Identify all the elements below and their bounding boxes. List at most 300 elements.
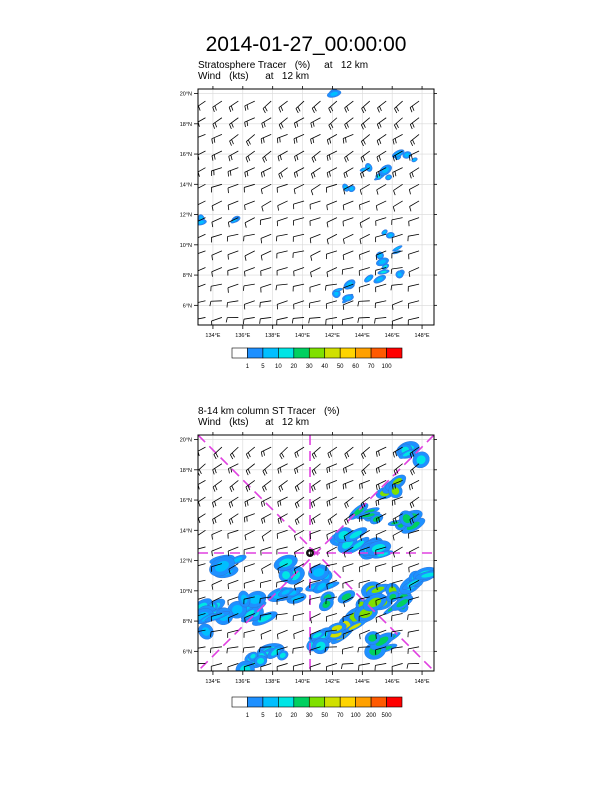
wind-barb-feather: [226, 318, 227, 323]
wind-barb: [310, 663, 320, 667]
wind-barb: [244, 284, 255, 286]
colorbar-box: [232, 697, 247, 707]
colorbar-box: [309, 697, 324, 707]
wind-barb: [261, 284, 271, 287]
wind-barb-feather: [376, 485, 377, 490]
wind-barb: [212, 218, 222, 223]
wind-barb: [278, 151, 288, 156]
wind-barb: [326, 284, 337, 285]
wind-barb: [392, 564, 402, 567]
wind-barb: [359, 268, 370, 271]
wind-barb: [410, 168, 419, 174]
wind-barb-feather: [327, 173, 328, 178]
wind-barb-feather: [229, 107, 231, 112]
wind-barb-feather: [260, 319, 261, 324]
wind-barb: [246, 134, 254, 141]
wind-barb: [410, 118, 419, 125]
wind-barb-feather: [297, 485, 299, 490]
wind-barb-feather: [295, 504, 297, 509]
wind-barb: [408, 647, 419, 649]
wind-barb-feather: [343, 484, 344, 489]
wind-barb-feather: [376, 469, 377, 474]
wind-barb-feather: [294, 634, 295, 639]
wind-barb-feather: [245, 223, 246, 228]
wind-barb: [261, 268, 271, 271]
wind-barb: [360, 234, 370, 239]
colorbar-box: [387, 697, 402, 707]
wind-barb: [244, 514, 254, 518]
wind-barb-feather: [311, 487, 313, 492]
wind-barb-feather: [377, 190, 378, 195]
wind-barb-feather: [231, 518, 233, 523]
colorbar-box: [340, 697, 355, 707]
wind-barb-feather: [360, 173, 362, 178]
colorbar-box: [309, 348, 324, 358]
wind-barb: [326, 301, 337, 304]
wind-barb: [212, 547, 222, 551]
wind-barb-feather: [230, 141, 232, 146]
colorbar-label: 20: [290, 364, 298, 370]
wind-barb: [376, 284, 387, 287]
wind-barb: [342, 663, 353, 664]
wind-barb: [343, 134, 353, 138]
wind-barb: [228, 234, 239, 236]
wind-barb-feather: [375, 319, 376, 324]
wind-barb-feather: [214, 455, 216, 459]
colorbar-box: [387, 348, 402, 358]
x-tick-label: 142°E: [324, 333, 340, 339]
wind-barb-feather: [229, 503, 231, 508]
wind-barb: [409, 564, 419, 568]
wind-barb-feather: [230, 487, 232, 492]
wind-barb: [312, 151, 321, 158]
wind-barb: [327, 464, 337, 468]
wind-barb-feather: [277, 634, 278, 639]
wind-barb-feather: [260, 598, 261, 603]
colorbar-label: 30: [305, 713, 313, 719]
wind-barb: [212, 514, 221, 520]
wind-barb: [212, 201, 222, 206]
panel2-subtitle-wind: Wind (kts) at 12 km: [198, 417, 310, 428]
wind-barb: [408, 284, 419, 286]
wind-barb: [228, 284, 238, 288]
wind-barb: [310, 201, 320, 204]
wind-barb-feather: [379, 467, 380, 472]
wind-barb: [375, 663, 386, 665]
wind-barb-feather: [247, 105, 248, 110]
wind-barb: [229, 151, 239, 156]
wind-barb-feather: [379, 451, 380, 456]
wind-barb-feather: [360, 190, 361, 195]
wind-barb: [394, 101, 402, 108]
wind-barb-feather: [264, 122, 265, 127]
x-tick-label: 144°E: [354, 333, 370, 339]
wind-barb-feather: [329, 467, 330, 472]
wind-barb: [408, 614, 419, 615]
wind-barb-feather: [298, 107, 300, 111]
colorbar-label: 1: [245, 364, 250, 370]
colorbar-box: [247, 348, 262, 358]
wind-barb-feather: [311, 618, 312, 623]
wind-barb-feather: [294, 536, 295, 541]
wind-barb: [343, 268, 354, 270]
colorbar-label: 30: [305, 364, 313, 370]
wind-barb-feather: [359, 255, 360, 260]
wind-barb-feather: [363, 156, 365, 161]
wind-barb-feather: [393, 207, 394, 212]
wind-barb: [277, 251, 288, 253]
wind-barb-feather: [297, 468, 298, 473]
wind-barb-feather: [280, 137, 281, 142]
wind-barb: [361, 447, 369, 454]
wind-barb-feather: [264, 501, 265, 506]
wind-barb: [311, 268, 321, 273]
wind-barb-feather: [262, 487, 264, 492]
wind-barb-feather: [360, 634, 361, 639]
wind-barb: [196, 184, 206, 189]
wind-barb: [195, 647, 206, 649]
wind-barb: [392, 301, 402, 305]
wind-barb: [261, 514, 271, 519]
wind-barb-feather: [265, 107, 267, 111]
wind-barb-feather: [264, 486, 266, 491]
wind-barb-feather: [212, 255, 213, 260]
wind-barb: [409, 480, 419, 485]
wind-barb: [360, 218, 370, 223]
colorbar-box: [278, 348, 293, 358]
wind-barb-feather: [215, 468, 217, 473]
colorbar-box: [247, 697, 262, 707]
wind-barb-feather: [264, 171, 265, 176]
wind-barb-feather: [312, 471, 314, 476]
wind-barb: [245, 118, 255, 122]
wind-barb: [326, 663, 337, 666]
wind-barb-feather: [358, 318, 359, 323]
wind-barb-feather: [296, 138, 297, 143]
wind-barb-feather: [248, 156, 250, 161]
wind-barb: [213, 101, 222, 107]
wind-barb: [343, 647, 354, 649]
wind-barb-feather: [261, 172, 262, 177]
wind-barb-feather: [247, 171, 248, 176]
wind-barb-feather: [263, 158, 265, 163]
x-tick-label: 134°E: [205, 333, 221, 339]
wind-barb: [260, 218, 271, 220]
wind-barb-feather: [246, 158, 248, 163]
wind-barb-feather: [195, 239, 196, 244]
wind-barb-feather: [379, 123, 381, 128]
wind-barb-feather: [379, 156, 381, 161]
colorbar-label: 10: [275, 713, 282, 719]
wind-barb: [277, 218, 287, 222]
wind-barb: [327, 547, 337, 552]
wind-barb: [261, 497, 271, 502]
wind-barb-feather: [210, 648, 211, 653]
wind-barb-feather: [409, 189, 410, 194]
wind-barb-feather: [278, 206, 279, 211]
wind-barb-feather: [362, 471, 364, 475]
wind-barb: [228, 268, 239, 271]
x-tick-label: 134°E: [205, 679, 221, 685]
y-tick-label: 8°N: [182, 619, 192, 626]
wind-barb-feather: [246, 471, 248, 476]
colorbar-box: [356, 348, 371, 358]
wind-barb-feather: [277, 138, 278, 143]
wind-barb: [212, 151, 222, 156]
wind-barb-feather: [345, 454, 347, 459]
wind-barb-feather: [244, 271, 245, 276]
wind-barb: [343, 234, 353, 239]
wind-barb-feather: [409, 485, 410, 490]
wind-barb-feather: [280, 155, 281, 160]
wind-barb-feather: [395, 171, 396, 176]
wind-barb-feather: [376, 618, 377, 623]
wind-barb: [195, 547, 206, 550]
wind-barb-feather: [278, 502, 279, 507]
wind-barb-feather: [295, 520, 297, 525]
wind-barb-feather: [292, 318, 293, 323]
wind-barb: [377, 184, 387, 190]
x-tick-label: 142°E: [324, 679, 340, 685]
wind-barb: [394, 184, 403, 190]
wind-barb: [376, 464, 386, 469]
wind-barb: [344, 168, 353, 174]
wind-barb: [310, 301, 321, 303]
wind-barb-feather: [328, 520, 330, 525]
wind-barb-feather: [264, 518, 265, 523]
wind-barb: [229, 118, 238, 125]
wind-barb: [310, 234, 320, 238]
wind-barb: [326, 614, 337, 617]
wind-barb-feather: [196, 173, 197, 178]
wind-barb-feather: [246, 454, 248, 459]
wind-barb: [228, 530, 238, 533]
wind-barb-feather: [377, 157, 379, 162]
wind-barb-feather: [280, 468, 281, 473]
wind-barb: [359, 663, 370, 665]
wind-barb: [213, 118, 222, 124]
wind-barb-feather: [410, 207, 411, 212]
wind-barb: [244, 647, 255, 648]
wind-barb: [195, 268, 205, 272]
wind-barb-feather: [313, 172, 315, 177]
wind-barb: [411, 134, 420, 141]
wind-barb-feather: [212, 551, 213, 556]
wind-barb-feather: [261, 256, 262, 261]
wind-barb-feather: [228, 584, 229, 589]
colorbar-box: [325, 697, 340, 707]
wind-barb: [377, 118, 386, 124]
y-tick-label: 8°N: [182, 273, 192, 280]
y-tick-label: 20°N: [179, 437, 192, 444]
wind-barb-feather: [313, 138, 314, 143]
wind-barb: [327, 218, 337, 223]
wind-barb-feather: [195, 138, 196, 143]
wind-barb-feather: [228, 205, 229, 210]
wind-barb-feather: [213, 487, 215, 492]
wind-barb-feather: [343, 468, 344, 473]
wind-barb: [310, 317, 321, 318]
y-tick-label: 10°N: [179, 242, 192, 249]
wind-barb: [228, 547, 238, 551]
wind-barb-feather: [196, 206, 197, 211]
wind-barb: [359, 564, 369, 568]
wind-barb: [343, 201, 353, 205]
wind-barb: [195, 284, 205, 288]
x-tick-label: 136°E: [235, 679, 251, 685]
wind-barb-feather: [265, 156, 267, 161]
y-tick-label: 6°N: [182, 303, 192, 310]
wind-barb-feather: [279, 487, 281, 492]
wind-barb: [327, 497, 337, 502]
wind-barb: [311, 134, 321, 139]
wind-barb-feather: [344, 173, 345, 178]
wind-barb: [230, 134, 239, 141]
wind-barb-feather: [215, 485, 217, 490]
wind-barb-feather: [362, 108, 364, 112]
panel-1: [180, 86, 437, 370]
colorbar-label: 5: [261, 713, 265, 719]
wind-barb-feather: [412, 106, 414, 111]
wind-barb: [228, 168, 238, 172]
wind-barb: [343, 580, 354, 583]
wind-barb-feather: [245, 172, 246, 177]
wind-barb: [244, 301, 254, 305]
wind-barb: [359, 301, 370, 302]
wind-barb: [261, 251, 271, 256]
wind-barb: [311, 514, 320, 520]
wind-barb-feather: [245, 122, 246, 127]
wind-barb-feather: [412, 172, 414, 177]
wind-barb: [277, 547, 288, 550]
wind-barb-feather: [310, 551, 311, 556]
wind-barb: [359, 284, 370, 287]
wind-barb-feather: [343, 288, 344, 293]
wind-barb-feather: [214, 138, 215, 143]
wind-barb: [260, 301, 271, 303]
wind-barb-feather: [330, 452, 332, 457]
wind-barb: [343, 218, 353, 222]
wind-barb-feather: [391, 269, 392, 274]
y-tick-label: 14°N: [179, 528, 192, 535]
wind-barb-feather: [262, 207, 263, 212]
wind-barb: [345, 101, 354, 108]
wind-barb-feather: [198, 518, 200, 523]
wind-barb-feather: [232, 140, 234, 145]
wind-barb: [392, 663, 403, 666]
wind-barb-feather: [327, 272, 328, 277]
wind-barb: [375, 301, 386, 303]
wind-barb-feather: [411, 471, 413, 476]
wind-barb-feather: [327, 535, 328, 540]
wind-barb-feather: [310, 238, 311, 243]
wind-barb: [393, 168, 403, 173]
x-tick-label: 138°E: [265, 333, 281, 339]
wind-barb: [310, 597, 321, 600]
y-tick-label: 20°N: [179, 91, 192, 98]
wind-barb-feather: [412, 502, 414, 507]
wind-barb: [327, 268, 337, 273]
wind-barb: [345, 447, 354, 454]
wind-barb: [392, 614, 403, 616]
wind-barb-feather: [232, 453, 234, 457]
x-tick-label: 138°E: [265, 679, 281, 685]
wind-barb-feather: [395, 138, 396, 143]
wind-barb-feather: [347, 452, 349, 457]
wind-barb-feather: [227, 648, 228, 653]
wind-barb-feather: [314, 107, 316, 111]
wind-barb-feather: [412, 140, 414, 145]
colorbar-box: [278, 697, 293, 707]
wind-barb: [261, 134, 271, 138]
wind-barb-feather: [325, 286, 326, 291]
wind-barb-feather: [263, 471, 265, 475]
wind-barb: [409, 218, 419, 222]
wind-barb: [343, 317, 354, 319]
wind-barb: [244, 630, 255, 633]
wind-barb: [327, 134, 337, 139]
wind-barb-feather: [410, 503, 412, 508]
wind-barb-feather: [411, 155, 412, 160]
wind-barb: [263, 151, 272, 158]
y-tick-label: 6°N: [182, 649, 192, 656]
colorbar-label: 50: [321, 713, 329, 719]
wind-barb: [345, 118, 354, 125]
wind-barb-feather: [261, 634, 262, 639]
wind-barb-feather: [196, 156, 197, 161]
wind-barb: [327, 201, 337, 205]
wind-barb-feather: [278, 156, 279, 161]
y-tick-label: 10°N: [179, 588, 192, 595]
wind-barb: [359, 251, 369, 255]
wind-barb: [277, 630, 287, 634]
wind-barb: [409, 251, 419, 254]
wind-barb: [196, 480, 206, 485]
wind-barb: [244, 234, 255, 236]
colorbar-label: 60: [352, 364, 359, 370]
wind-barb: [376, 218, 387, 221]
wind-barb-feather: [377, 141, 379, 146]
wind-barb: [245, 530, 255, 535]
wind-barb: [263, 101, 271, 108]
wind-barb: [408, 630, 419, 632]
wind-barb-feather: [394, 190, 396, 195]
y-tick-label: 12°N: [179, 558, 192, 565]
y-tick-label: 16°N: [179, 498, 192, 505]
wind-barb: [393, 530, 403, 535]
wind-barb: [392, 218, 403, 220]
wind-barb-feather: [231, 123, 233, 128]
wind-barb-feather: [229, 124, 231, 129]
wind-barb-feather: [311, 190, 313, 195]
wind-barb-feather: [328, 453, 330, 458]
wind-barb: [343, 480, 353, 484]
x-tick-label: 148°E: [414, 333, 430, 339]
wind-barb-feather: [297, 172, 298, 177]
wind-barb: [343, 251, 353, 255]
wind-barb: [361, 134, 369, 141]
wind-barb: [408, 234, 419, 236]
wind-barb-feather: [330, 519, 332, 524]
wind-barb-feather: [394, 108, 396, 112]
x-tick-label: 146°E: [384, 679, 400, 685]
wind-barb-feather: [231, 155, 232, 160]
colorbar-box: [371, 697, 386, 707]
wind-barb-feather: [327, 468, 328, 473]
wind-barb-feather: [391, 285, 392, 290]
wind-barb: [311, 480, 320, 486]
colorbar-label: 70: [336, 713, 344, 719]
